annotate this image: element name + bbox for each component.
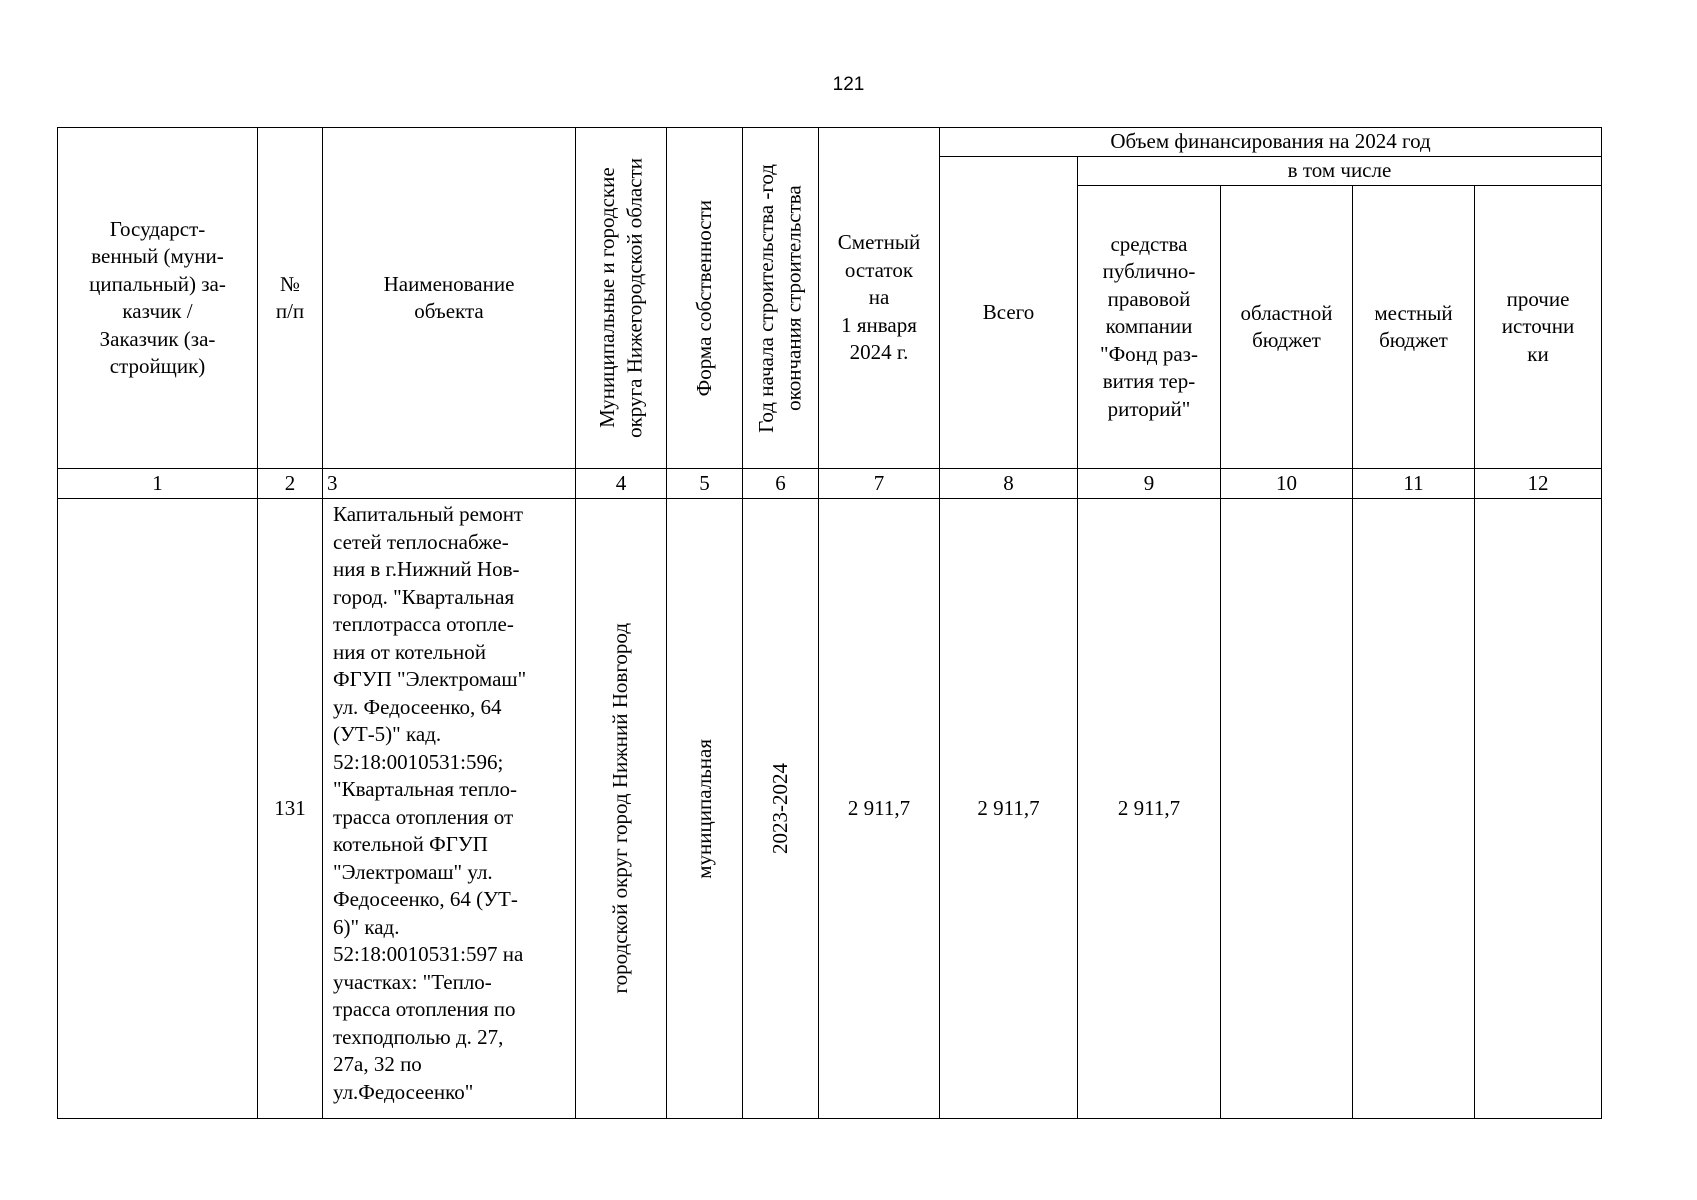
header-years: Год начала строительства -год окончания строительства <box>743 128 819 469</box>
cell-local-budget <box>1353 499 1475 1119</box>
column-number: 8 <box>940 469 1078 499</box>
cell-total: 2 911,7 <box>940 499 1078 1119</box>
cell-other-sources <box>1475 499 1602 1119</box>
cell-years: 2023-2024 <box>743 499 819 1119</box>
header-fund: средства публично- правовой компании "Фонд раз- вития тер- риторий" <box>1078 186 1221 469</box>
header-ownership: Форма собственности <box>667 128 743 469</box>
column-number: 9 <box>1078 469 1221 499</box>
page-number: 121 <box>832 74 865 95</box>
table-row <box>58 499 1602 1119</box>
header-municipality: Муниципальные и городские округа Нижегородской области <box>576 128 667 469</box>
column-number: 4 <box>576 469 667 499</box>
column-number: 12 <box>1475 469 1602 499</box>
header-total: Всего <box>940 157 1078 469</box>
header-estimate-balance: Сметный остаток на 1 января 2024 г. <box>819 128 940 469</box>
cell-municipality: городской округ город Нижний Новгород <box>576 499 667 1119</box>
cell-ownership: муниципальная <box>667 499 743 1119</box>
column-number: 1 <box>58 469 258 499</box>
column-number: 3 <box>323 469 576 499</box>
header-regional-budget: областной бюджет <box>1221 186 1353 469</box>
cell-estimate-balance: 2 911,7 <box>819 499 940 1119</box>
header-including: в том числе <box>1078 157 1602 186</box>
header-number: № п/п <box>258 128 323 469</box>
column-number: 10 <box>1221 469 1353 499</box>
column-number: 2 <box>258 469 323 499</box>
cell-customer <box>58 499 258 1119</box>
column-number: 5 <box>667 469 743 499</box>
cell-fund: 2 911,7 <box>1078 499 1221 1119</box>
cell-object-name: Капитальный ремонт сетей теплоснабже- ния в г.Нижний Нов- город. "Квартальная теплотрасса отопле- ния от котельной ФГУП "Электромаш" ул. Федосеенко, 64 (УТ-5)" кад. 52:18:0010531:596; "Квартальная тепло- трасса отопления от котельной ФГУП "Электромаш" ул. Федосеенко, 64 (УТ- 6)" кад. 52:18:0010531:597 на участках: "Тепло- трасса отопления по техподполью д. 27, 27а, 32 по ул.Федосеенко" <box>323 499 576 1119</box>
cell-number: 131 <box>258 499 323 1119</box>
column-number: 11 <box>1353 469 1475 499</box>
header-customer: Государст- венный (муни- ципальный) за- казчик / Заказчик (за- стройщик) <box>58 128 258 469</box>
header-local-budget: местный бюджет <box>1353 186 1475 469</box>
header-object-name: Наименование объекта <box>323 128 576 469</box>
column-number: 6 <box>743 469 819 499</box>
financing-table <box>57 127 1602 1119</box>
column-number: 7 <box>819 469 940 499</box>
header-financing-total: Объем финансирования на 2024 год <box>940 128 1602 157</box>
header-other-sources: прочие источни ки <box>1475 186 1602 469</box>
cell-regional-budget <box>1221 499 1353 1119</box>
column-numbers-row <box>58 469 1602 499</box>
